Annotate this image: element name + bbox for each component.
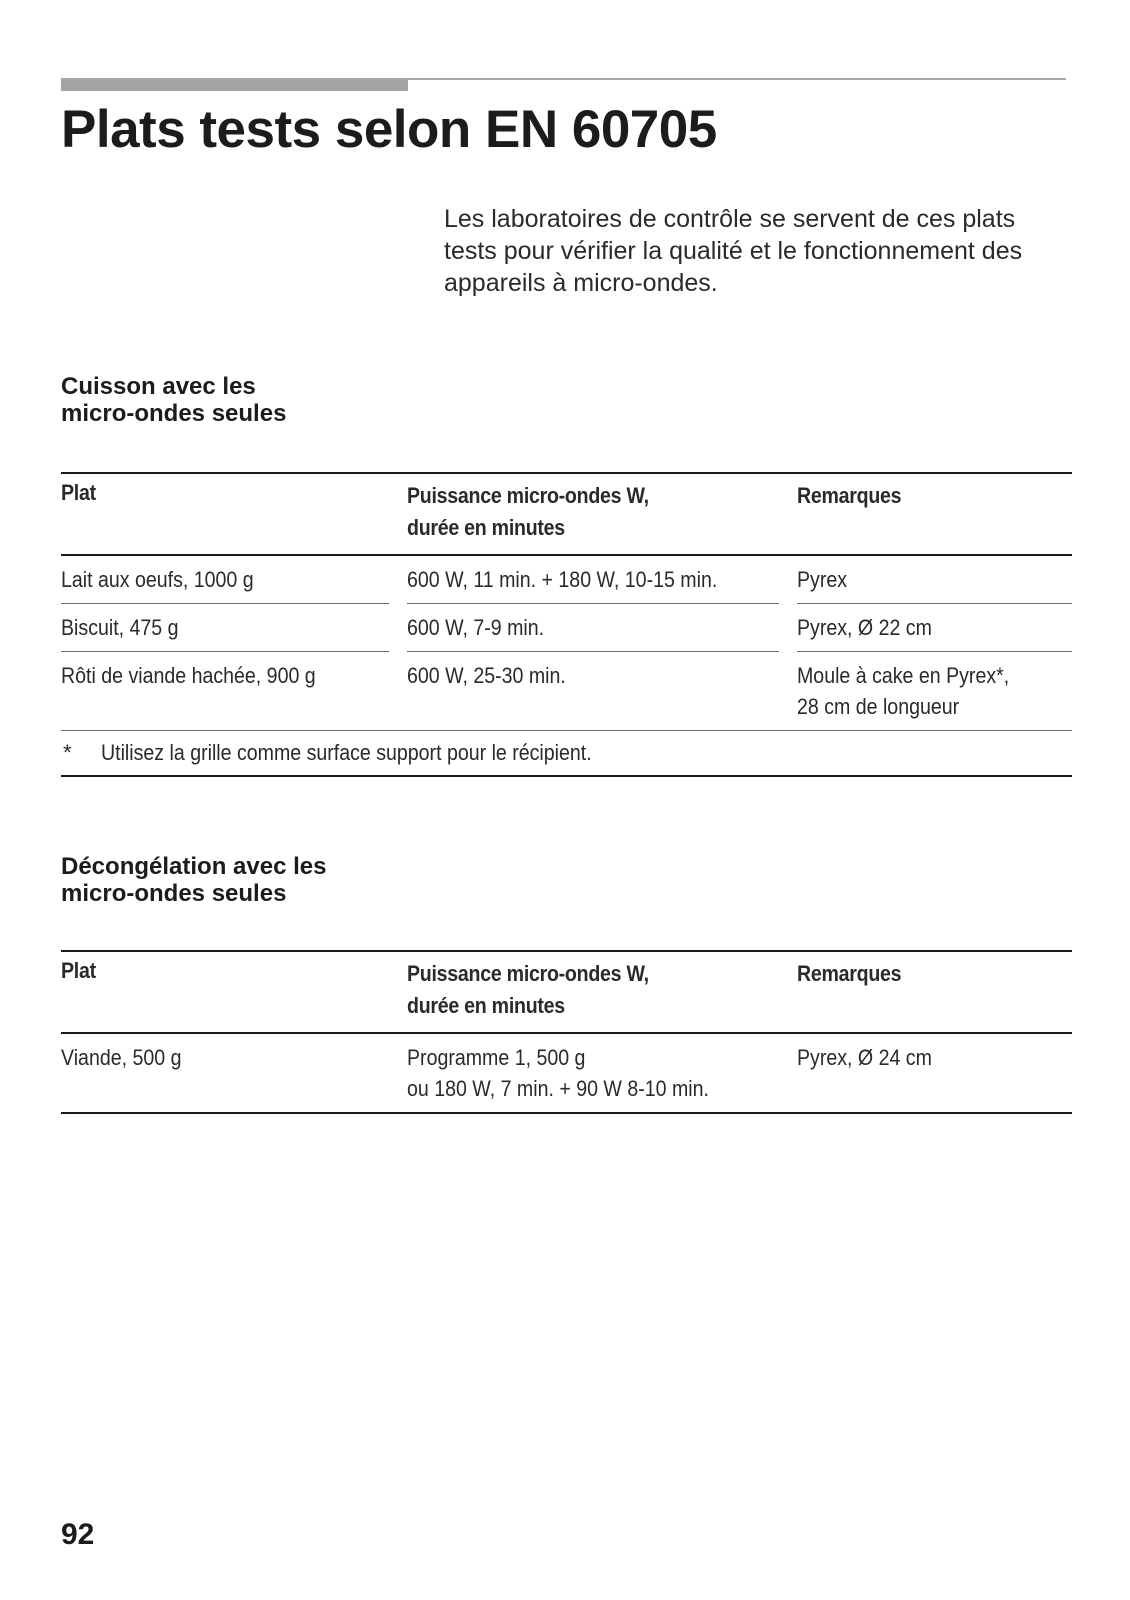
cell-puissance: 600 W, 25-30 min. xyxy=(407,663,566,688)
decongelation-table xyxy=(61,950,1072,1114)
table-row xyxy=(61,604,1072,652)
cuisson-table xyxy=(61,472,1072,777)
cell-puissance: 600 W, 11 min. + 180 W, 10-15 min. xyxy=(407,567,718,592)
header-label: Plat xyxy=(61,958,96,983)
section-heading-decongelation xyxy=(61,853,326,907)
cell-puissance: 600 W, 7-9 min. xyxy=(407,615,545,640)
cell-remarques: Pyrex xyxy=(797,567,848,592)
cell-plat: Lait aux oeufs, 1000 g xyxy=(61,567,254,592)
cell-puissance: ou 180 W, 7 min. + 90 W 8-10 min. xyxy=(407,1076,709,1101)
cell-remarques: 28 cm de longueur xyxy=(797,694,960,719)
table-header-row xyxy=(61,472,1072,556)
header-label: durée en minutes xyxy=(407,515,565,540)
footnote-text: Utilisez la grille comme surface support pour le récipient. xyxy=(101,740,592,765)
header-cell-puissance xyxy=(407,472,779,556)
header-label: Puissance micro-ondes W, xyxy=(407,483,649,508)
section-heading-line: micro-ondes seules xyxy=(61,880,287,907)
cell-plat: Biscuit, 475 g xyxy=(61,615,179,640)
cell-remarques: Pyrex, Ø 24 cm xyxy=(797,1045,932,1070)
header-cell-plat xyxy=(61,472,389,556)
cell-plat: Rôti de viande hachée, 900 g xyxy=(61,663,316,688)
table-row xyxy=(61,556,1072,604)
header-label: durée en minutes xyxy=(407,993,565,1018)
table-row xyxy=(61,652,1072,731)
section-heading-line: Décongélation avec les xyxy=(61,853,327,880)
header-cell-plat xyxy=(61,950,389,1034)
section-heading-line: micro-ondes seules xyxy=(61,400,287,427)
table-row xyxy=(61,1034,1072,1114)
page-number: 92 xyxy=(61,1518,95,1551)
cell-puissance: Programme 1, 500 g xyxy=(407,1045,586,1070)
header-label: Remarques xyxy=(797,961,902,986)
header-cell-puissance xyxy=(407,950,779,1034)
footnote-marker: * xyxy=(63,740,72,765)
page-title: Plats tests selon EN 60705 xyxy=(61,100,717,159)
section-heading-cuisson xyxy=(61,373,286,427)
cell-remarques: Moule à cake en Pyrex*, xyxy=(797,663,1010,688)
cell-remarques: Pyrex, Ø 22 cm xyxy=(797,615,932,640)
section-heading-line: Cuisson avec les xyxy=(61,373,256,400)
header-label: Puissance micro-ondes W, xyxy=(407,961,649,986)
table-footnote-row xyxy=(61,731,1072,777)
header-label: Plat xyxy=(61,480,96,505)
header-label: Remarques xyxy=(797,483,902,508)
table-header-row xyxy=(61,950,1072,1034)
header-cell-remarques xyxy=(797,950,1072,1034)
header-cell-remarques xyxy=(797,472,1072,556)
intro-paragraph: Les laboratoires de contrôle se servent de ces plats tests pour vérifier la qualité et le fonctionnement des appareils à micro-ondes. xyxy=(444,205,1023,297)
cell-plat: Viande, 500 g xyxy=(61,1045,182,1070)
header-accent-bar xyxy=(61,80,408,91)
